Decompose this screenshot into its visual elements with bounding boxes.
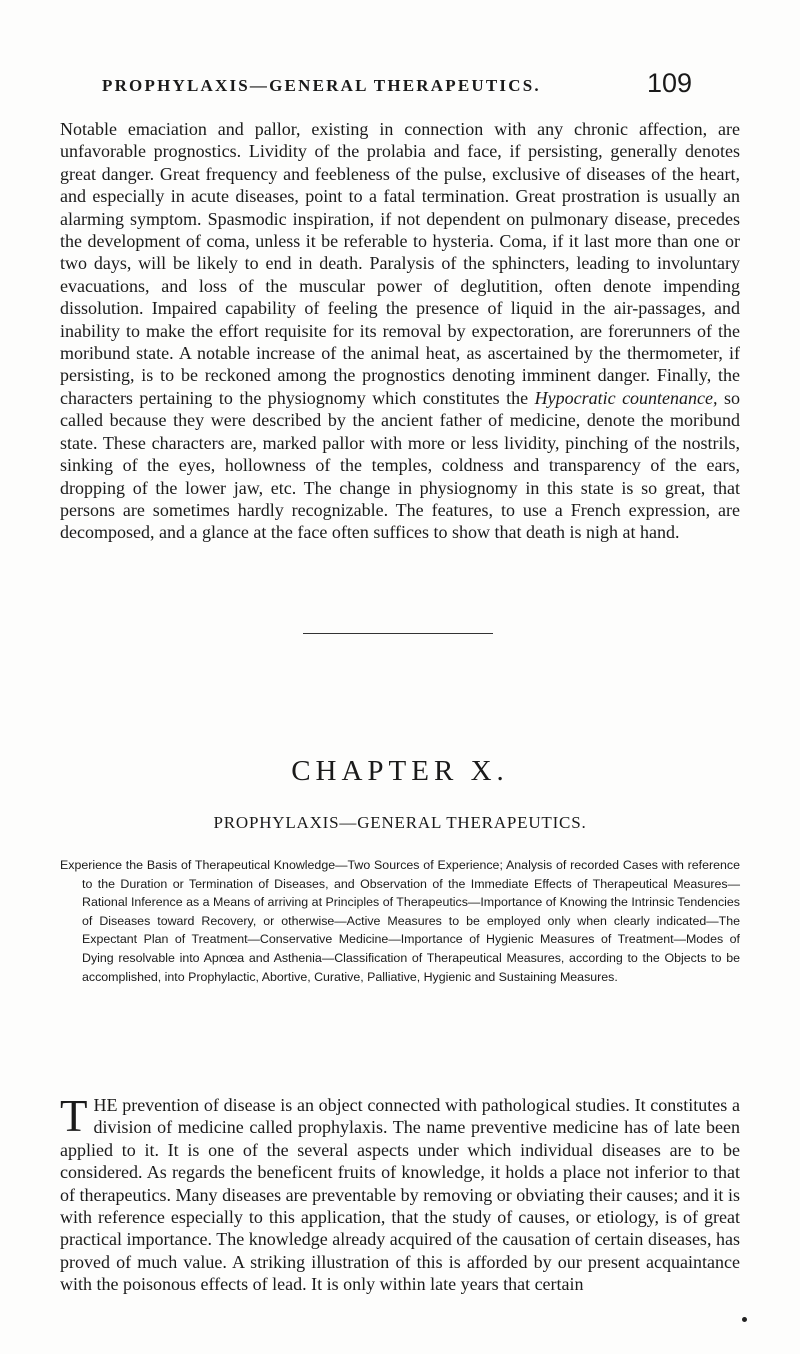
paragraph-prophylaxis [60, 1091, 740, 1296]
chapter-synopsis [60, 856, 740, 986]
paragraph-text-part1: Notable emaciation and pallor, existing in connection with any chronic affection, are unfavorable prognostics. Lividity of the prolabia and face, if persisting, generally denotes great danger. Great frequency and feebleness of the pulse, exclusive of diseases of the heart, and especially in acute diseases, point to a fatal termination. Great prostration is usually an alarming symptom. Spasmodic inspiration, if not dependent on pulmonary disease, precedes the development of coma, unless it be referable to hysteria. Coma, if it last more than one or two days, will be likely to end in death. Paralysis of the sphincters, leading to involuntary evacuations, and loss of the muscular power of deglutition, often denote impending dissolution. Impaired capability of feeling the presence of liquid in the air-passages, and inability to make the effort requisite for its removal by expectoration, are forerunners of the moribund state. A notable increase of the animal heat, as ascertained by the thermometer, if persisting, is to be reckoned among the prognostics denoting imminent danger. Finally, the characters pertaining to the physiognomy which constitutes the [60, 119, 740, 408]
italic-term: Hypocratic countenance, [534, 387, 718, 408]
paragraph-text-part2: so called because they were described by the ancient father of medicine, denote the moribund state. These characters are, marked pallor with more or less lividity, pinching of the nostrils, sinking of the eyes, hollowness of the temples, coldness and transparency of the ears, dropping of the lower jaw, etc. The change in physiognomy in this state is so great, that persons are sometimes hardly recognizable. The features, to use a French expression, are decomposed, and a glance at the face often suffices to show that death is nigh at hand. [60, 387, 741, 543]
chapter-title: PROPHYLAXIS—GENERAL THERAPEUTICS. [213, 813, 587, 832]
paragraph-text [60, 118, 740, 544]
synopsis-text: Experience the Basis of Therapeutical Knowledge—Two Sources of Experience; Analysis of recorded Cases with reference to the Duration or Termination of Diseases, and Observation of the Immediate Effects of Therapeutical Measures—Rational Inference as a Means of arriving at Principles of Therapeutics—Importance of Knowing the Intrinsic Tendencies of Diseases toward Recovery, or otherwise—Active Measures to be employed only when clearly indicated—The Expectant Plan of Treatment—Conservative Medicine—Importance of Hygienic Measures of Treatment—Modes of Dying resolvable into Apnœa and Asthenia—Classification of Therapeutical Measures, according to the Objects to be accomplished, into Prophylactic, Abortive, Curative, Palliative, Hygienic and Sustaining Measures. [60, 858, 740, 984]
running-head [102, 68, 692, 104]
page-number: 109 [646, 68, 692, 98]
paragraph-text: HE prevention of disease is an object connected with pathological studies. It constitutes a division of medicine called prophylaxis. The name preventive medicine has of late been applied to it. It is one of the several aspects under which individual diseases are to be considered. As regards the beneficent fruits of knowledge, it holds a place not inferior to that of therapeutics. Many diseases are preventable by removing or obviating their causes; and it is with reference especially to this application, that the study of causes, or etiology, is of great practical importance. The knowledge already acquired of the causation of certain diseases, has proved of much value. A striking illustration of this is afforded by our present acquaintance with the poisonous effects of lead. It is only within late years that certain [60, 1095, 740, 1295]
running-title: PROPHYLAXIS—GENERAL THERAPEUTICS. [102, 76, 541, 95]
section-divider [303, 633, 493, 634]
chapter-heading: CHAPTER X. [291, 755, 509, 787]
drop-cap: T [60, 1091, 88, 1141]
print-speck [742, 1317, 747, 1322]
paragraph-prognostics [60, 118, 740, 544]
